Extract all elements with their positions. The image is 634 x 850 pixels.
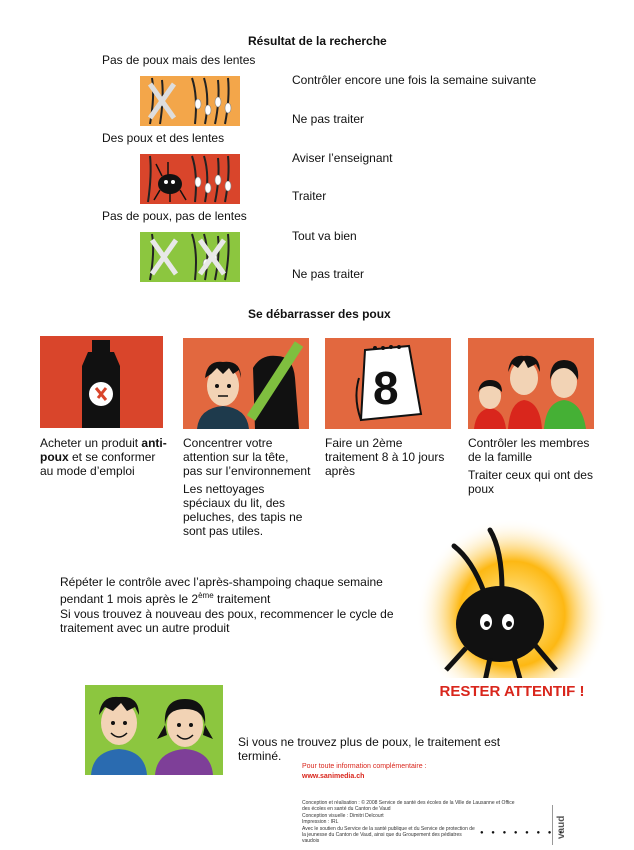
no-lice-illustration [140,232,240,282]
footer-credits-2: Conception visuelle : Dimitri Delcourt [302,813,384,819]
row-action-no-treat-2: Ne pas traiter [292,267,365,281]
canton-vaud-text: vaud [556,815,567,839]
head-focus-illustration [183,338,309,429]
step-second-treatment: Faire un 2ème traitement 8 à 10 jours après [325,436,445,478]
stay-attentive-label: RESTER ATTENTIF ! [439,683,585,700]
row-action-no-treat-1: Ne pas traiter [292,112,365,126]
lice-and-nits-illustration [140,154,240,204]
stay-attentive-illustration [410,520,614,706]
row-action-notify-teacher: Aviser l’enseignant [292,151,393,165]
repeat-check-text: Répéter le contrôle avec l’après-shampoing chaque semaine pendant 1 mois après le 2ème traitement [60,575,383,606]
remove-title: Se débarrasser des poux [248,307,391,321]
nits-only-illustration [140,76,240,126]
repeat-new-cycle-text: Si vous trouvez à nouveau des poux, recommencer le cycle de traitement avec un autre produit [60,607,394,635]
calendar-illustration [325,338,451,429]
row-label-nits-only: Pas de poux mais des lentes [102,53,256,67]
step-check-family: Contrôler les membres de la famille [468,436,590,464]
step-treat-affected: Traiter ceux qui ont des poux [468,468,593,496]
result-title: Résultat de la recherche [248,34,387,48]
partner-logos: ● ● ● ● ● ● ● ● [480,830,566,836]
footer-info-label: Pour toute information complémentaire : [302,763,427,770]
row-action-all-good: Tout va bien [292,229,357,243]
happy-children-illustration [85,685,223,775]
footer-url-link[interactable]: www.sanimedia.ch [302,773,365,780]
lice-shampoo-bottle-illustration [40,336,163,428]
row-label-no-lice-no-nits: Pas de poux, pas de lentes [102,209,247,223]
footer-credits-1: Conception et réalisation : © 2008 Service de santé des écoles de la Ville de Lausanne et Office des écoles en santé du Canton de Vaud [302,800,515,812]
step-buy-product: Acheter un produit anti- poux et se conformer au mode d’emploi [40,436,167,478]
canton-vaud-logo [552,805,571,845]
row-action-treat: Traiter [292,189,327,203]
calendar-number: 8 [373,362,399,414]
footer-credits-3: Impression : IRL [302,819,339,825]
row-label-lice-and-nits: Des poux et des lentes [102,131,225,145]
row-action-check-again: Contrôler encore une fois la semaine suivante [292,73,537,87]
step-cleaning-not-useful: Les nettoyages spéciaux du lit, des peluches, des tapis ne sont pas utiles. [183,482,303,538]
step-focus-head: Concentrer votre attention sur la tête, pas sur l’environnement [183,436,311,478]
family-illustration [468,338,594,429]
footer-credits-4: Avec le soutien du Service de la santé publique et du Service de protection de la jeunesse du Canton de Vaud, ainsi que du Groupement des pédiatres vaudois [302,826,475,844]
treatment-finished-text: Si vous ne trouvez plus de poux, le traitement est terminé. [238,735,501,763]
